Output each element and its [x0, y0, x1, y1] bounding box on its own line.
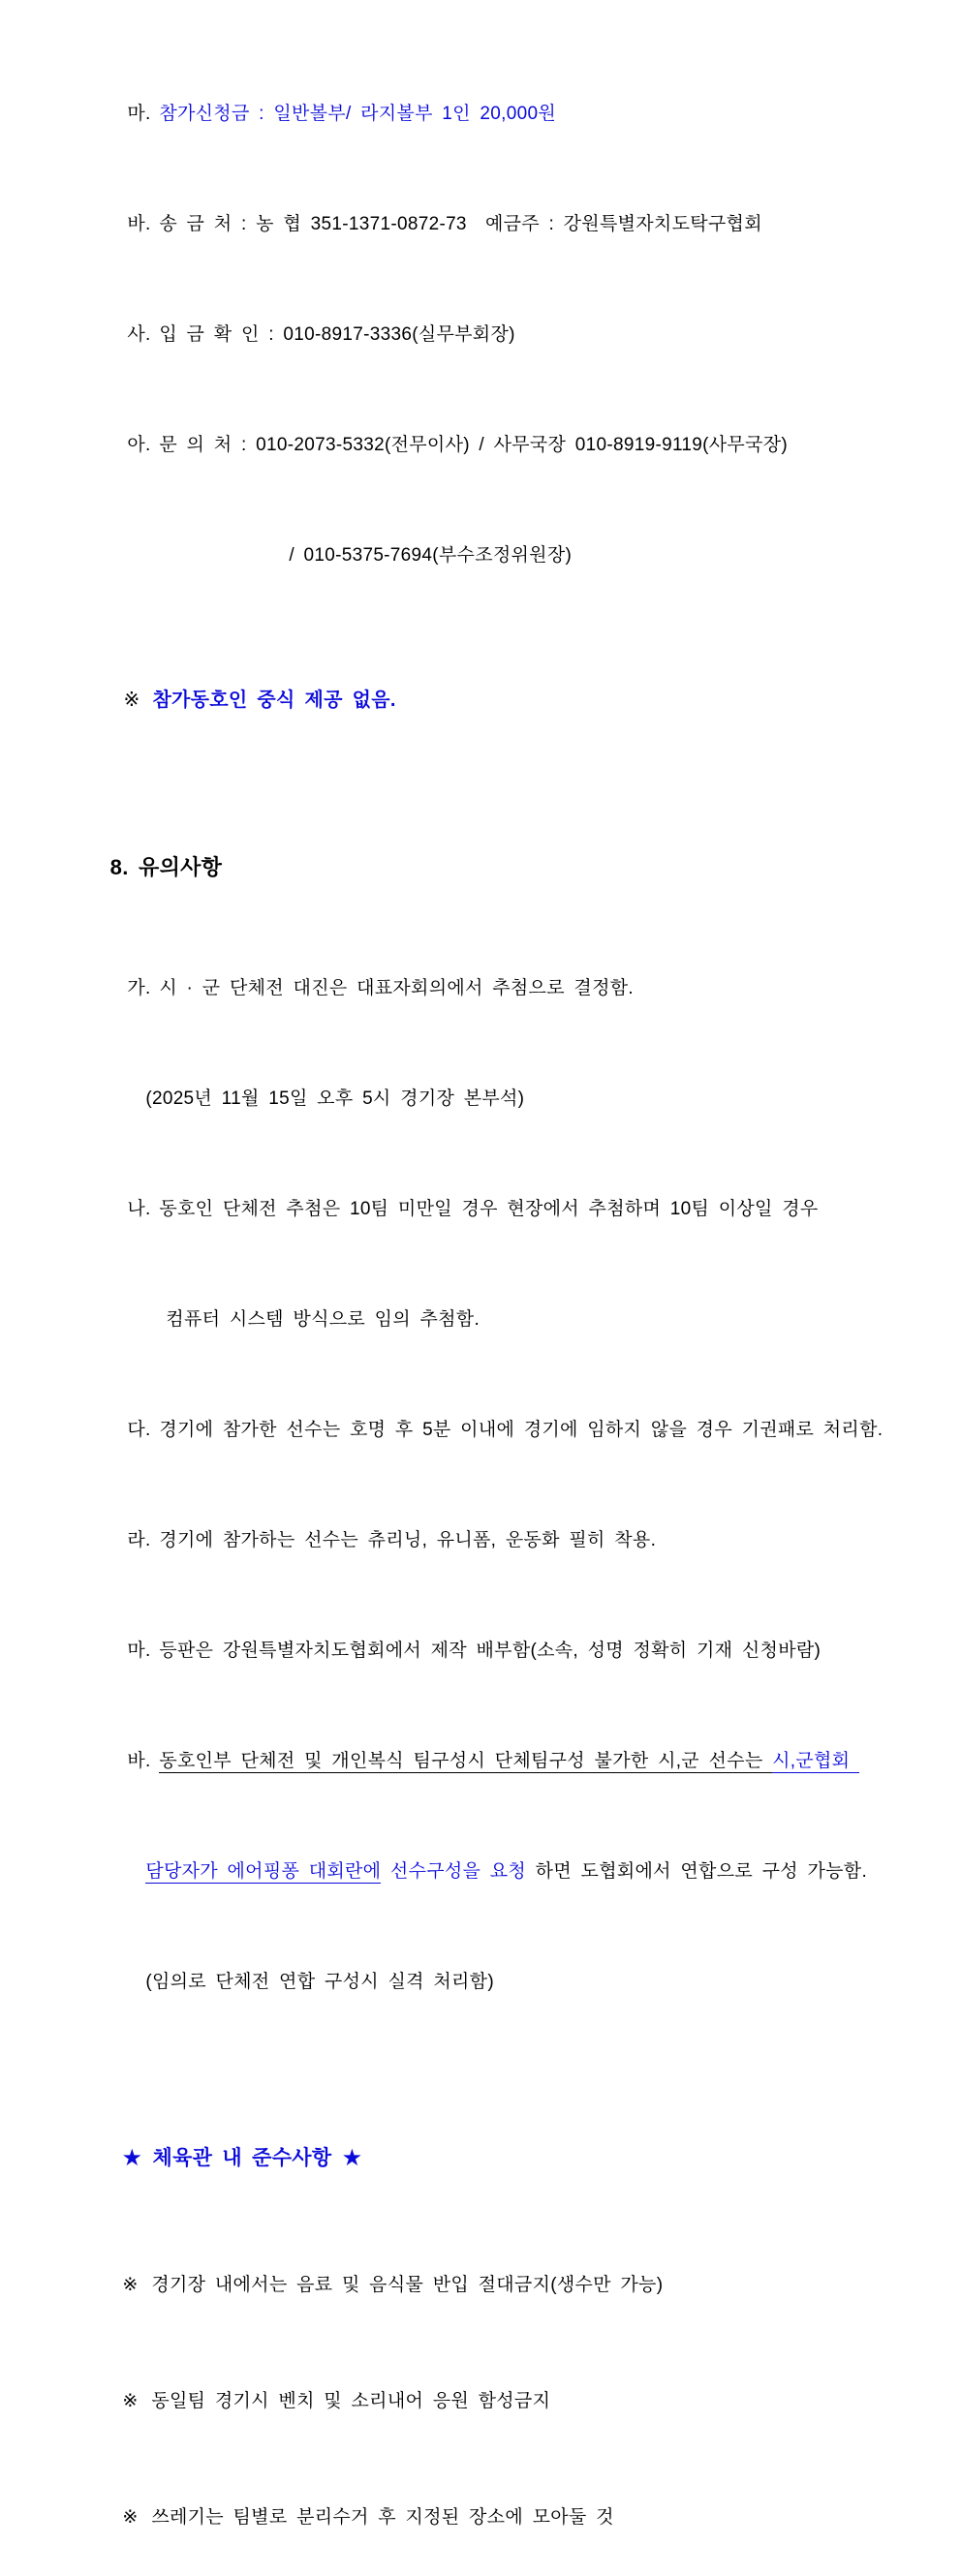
note-item-ba-parenthetical-text: (임의로 단체전 연합 구성시 실격 처리함)	[145, 1972, 494, 1992]
list-item-bank-account	[0, 169, 961, 280]
note-item-na-text: 동호인 단체전 추첨은 10팀 미만일 경우 현장에서 추첨하며 10팀 이상일 경우	[159, 1199, 819, 1219]
note-item-ba-underlined-text: 동호인부 단체전 및 개인복식 팀구성시 단체팀구성 불가한 시,군 선수는	[159, 1751, 773, 1771]
note-item-da-text: 경기에 참가한 선수는 호명 후 5분 이내에 경기에 임하지 않을 경우 기권패로 처리함.	[159, 1420, 884, 1440]
deposit-check-text: 입 금 확 인 : 010-8917-3336(실무부회장)	[159, 324, 515, 345]
list-item-fee	[0, 59, 961, 169]
note-item-na	[0, 1154, 961, 1265]
list-item-deposit-check	[0, 280, 961, 390]
lunch-note-text: 참가동호인 중식 제공 없음.	[152, 690, 396, 711]
note-item-na-continuation-text: 컴퓨터 시스템 방식으로 임의 추첨함.	[166, 1309, 480, 1330]
reference-mark-icon: ※	[122, 2275, 139, 2295]
gym-rule-text: 쓰레기는 팀별로 분리수거 후 지정된 장소에 모아둘 것	[151, 2507, 614, 2528]
gym-rule-text: 경기장 내에서는 음료 및 음식물 반입 절대금지(생수만 가능)	[151, 2275, 664, 2295]
note-item-ga-continuation-text: (2025년 11월 15일 오후 5시 경기장 본부석)	[145, 1089, 525, 1109]
star-icon: ★	[121, 2145, 143, 2171]
star-icon: ★	[341, 2145, 363, 2171]
note-item-ra-text: 경기에 참가하는 선수는 츄리닝, 유니폼, 운동화 필히 착용.	[159, 1530, 657, 1550]
reference-mark-icon: ※	[122, 2507, 139, 2528]
list-item-inquiry-continuation	[0, 501, 961, 611]
list-marker: 라.	[127, 1530, 151, 1550]
note-item-ra	[0, 1486, 961, 1596]
list-item-inquiry	[0, 390, 961, 501]
note-item-ba-blue-underlined-text: 시,군협회	[772, 1751, 859, 1773]
lunch-note	[0, 645, 961, 755]
note-item-ma-text: 등판은 강원특별자치도협회에서 제작 배부함(소속, 성명 정확히 기재 신청바람)	[159, 1641, 822, 1661]
list-marker: 다.	[127, 1420, 151, 1440]
note-item-ma	[0, 1596, 961, 1706]
note-item-ba-continuation	[0, 1817, 961, 1927]
list-marker: 아.	[127, 435, 151, 455]
section-heading	[0, 807, 961, 929]
gym-rule-text: 동일팀 경기시 벤치 및 소리내어 응원 함성금지	[151, 2391, 551, 2411]
list-marker: 사.	[127, 324, 151, 345]
list-marker: 바.	[127, 214, 151, 234]
list-marker: 가.	[127, 978, 151, 998]
note-item-ga	[0, 934, 961, 1044]
note-item-da	[0, 1375, 961, 1486]
note-item-ba-cont-blue-underlined: 담당자가 에어핑퐁 대회란에	[145, 1861, 382, 1882]
section-heading-text: 8. 유의사항	[109, 855, 223, 879]
note-item-ga-text: 시 · 군 단체전 대진은 대표자회의에서 추첨으로 결정함.	[159, 978, 634, 998]
gym-rule-item	[0, 2460, 961, 2576]
reference-mark-icon: ※	[122, 2391, 139, 2411]
gym-rule-item	[0, 2344, 961, 2460]
list-marker: 마.	[127, 1641, 151, 1661]
list-marker: 바.	[127, 1751, 151, 1771]
inquiry-text: 문 의 처 : 010-2073-5332(전무이사) / 사무국장 010-8919-9119(사무국장)	[159, 435, 789, 455]
note-item-ba	[0, 1706, 961, 1817]
note-item-ga-continuation	[0, 1044, 961, 1154]
gym-rule-item	[0, 2227, 961, 2344]
list-marker: 마.	[127, 104, 151, 124]
bank-account-text: 송 금 처 : 농 협 351-1371-0872-73 예금주 : 강원특별자치도탁구협회	[159, 214, 762, 234]
gym-rules-heading	[0, 2098, 961, 2220]
gym-rules-heading-text: 체육관 내 준수사항	[142, 2147, 342, 2169]
note-item-ba-cont-black: 하면 도협회에서 연합으로 구성 가능함.	[526, 1861, 868, 1882]
fee-text: 참가신청금 : 일반볼부/ 라지볼부 1인 20,000원	[159, 104, 556, 124]
note-item-ba-cont-blue: 선수구성을 요청	[381, 1861, 527, 1882]
note-item-ba-parenthetical	[0, 1927, 961, 2038]
inquiry-continuation-text: / 010-5375-7694(부수조정위원장)	[289, 545, 573, 566]
list-marker: 나.	[127, 1199, 151, 1219]
reference-mark-icon: ※	[123, 690, 140, 711]
